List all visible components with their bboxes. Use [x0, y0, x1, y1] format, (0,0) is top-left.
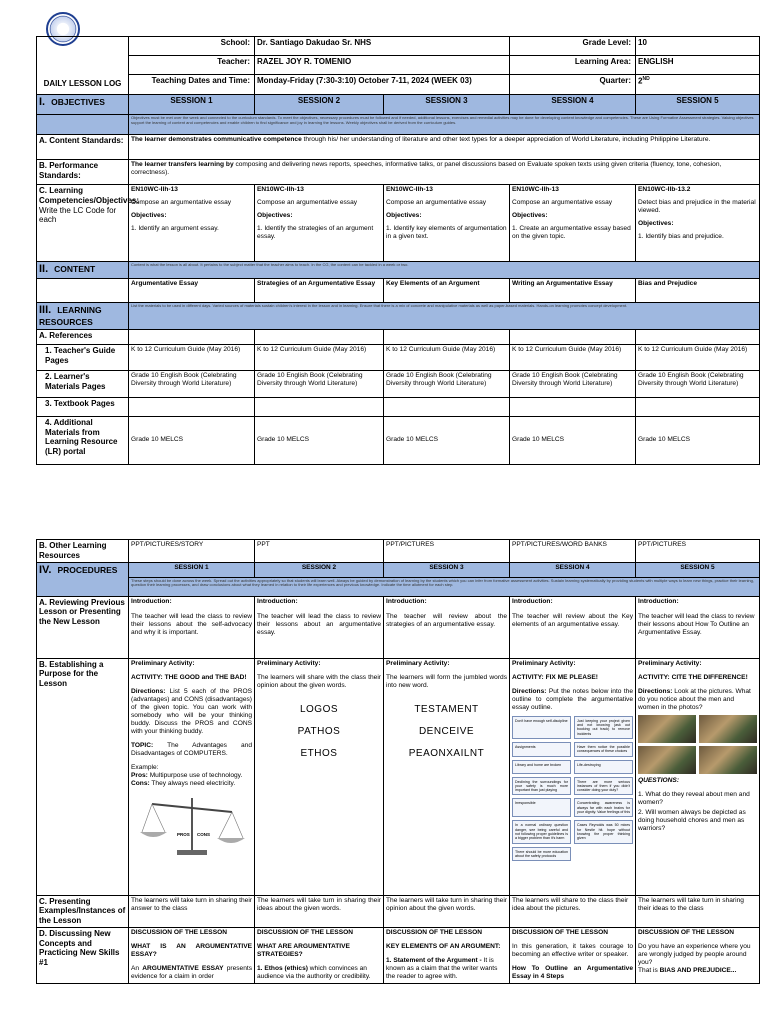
- competency-session-3: EN10WC-IIh-13 Compose an argumentative essay Objectives: 1. Identify key elements of argumentation in a given text.: [384, 185, 510, 262]
- other-resources-s3: PPT/PICTURES: [384, 540, 510, 563]
- learners-materials-s3: Grade 10 English Book (Celebrating Diversity through World Literature): [384, 370, 510, 397]
- competency-session-1: EN10WC-IIh-13 Compose an argumentative essay Objectives: 1. Identify an argument essay.: [129, 185, 255, 262]
- word-logos: LOGOS: [299, 703, 339, 715]
- teachers-guide-s5: K to 12 Curriculum Guide (May 2016): [636, 344, 760, 370]
- learning-resources-heading: III. LEARNING RESOURCES: [37, 303, 129, 330]
- competency-session-2: EN10WC-IIh-13 Compose an argumentative essay Objectives: 1. Identify the strategies of an argument essay.: [255, 185, 384, 262]
- objectives-heading: I. OBJECTIVES: [37, 95, 129, 115]
- content-standards-label: A. Content Standards:: [37, 135, 129, 160]
- session-5-header: SESSION 5: [636, 95, 760, 115]
- content-topic-4: Writing an Argumentative Essay: [510, 279, 636, 303]
- purpose-s3: Preliminary Activity: The learners will form the jumbled words into new word. TESTAMENT DENCEIVE PEAONXAILNT: [384, 658, 510, 895]
- content-topic-5: Bias and Prejudice: [636, 279, 760, 303]
- examples-s3: The learners will take turn in sharing their opinion about the given words.: [384, 895, 510, 927]
- other-resources-label: B. Other Learning Resources: [37, 540, 129, 563]
- session-1-header-p2: SESSION 1: [129, 562, 255, 577]
- presenting-examples-label: C. Presenting Examples/Instances of the Lesson: [37, 895, 129, 927]
- session-3-header: SESSION 3: [384, 95, 510, 115]
- discussion-s1: DISCUSSION OF THE LESSON WHAT IS AN ARGUMENTATIVE ESSAY? An ARGUMENTATIVE ESSAY presents evidence for a claim in order: [129, 927, 255, 983]
- scale-cons-label: CONS: [196, 831, 210, 837]
- additional-materials-s5: Grade 10 MELCS: [636, 416, 760, 464]
- word-peaonxailnt: PEAONXAILNT: [408, 747, 485, 759]
- session-3-header-p2: SESSION 3: [384, 562, 510, 577]
- references-label: A. References: [37, 329, 129, 344]
- performance-standards-text: The learner transfers learning by composing and delivering news reports, speeches, informative talks, or panel discussions based on Evaluate spoken texts using given criteria (fluency, tone, cohesion, correctness).: [129, 160, 760, 185]
- essay-outline-image: Don't have enough self-discipline Just keeping your project given and not knowing (ask out booking out track) to remove incidents Assignments Have them notice the possible consequences of these choices Library and home are broken Life-destroying Declining the surroundings for your safety is much more important than just playing There are more serious instances of them if you didn't consider doing your duty? Irresponsible Concentrating awareness is always far with each brains for your dignity. Value feelings of this In a normal ordinary question danger, see being careful and not following proper guidelines is a bigger problem than it's harm Cases Reynolds was 50 mixes for Nestle hit. hope without knowing the proper thinking given There should be more education about the safety protocols: [512, 716, 633, 862]
- word-ethos: ETHOS: [300, 747, 338, 759]
- objectives-note: Objectives must be met over the week and connected to the curriculum standards. To meet the objectives, necessary procedures must be followed and if needed, additional lessons, exercises and remedial activities may be done for developing content knowledge and competencies. These are Using Formative Assessment strategies. Valuing objectives support the learning of content and competencies and enable children to find significance and joy in learning the lessons. Weekly objectives shall be derived from the curriculum guides.: [129, 115, 760, 135]
- review-s4: Introduction: The teacher will review about the Key elements of an argumentative essay.: [510, 596, 636, 658]
- examples-s2: The learners will take turn in sharing their ideas about the given words.: [255, 895, 384, 927]
- learners-materials-s2: Grade 10 English Book (Celebrating Diversity through World Literature): [255, 370, 384, 397]
- discussion-s3: DISCUSSION OF THE LESSON KEY ELEMENTS OF AN ARGUMENT: 1. Statement of the Argument - It is known as a claim that the writer wants the reader to agree with.: [384, 927, 510, 983]
- discussion-s5: DISCUSSION OF THE LESSON Do you have an experience where you are wrongly judged by people around you? That is BIAS AND PREJUDICE...: [636, 927, 760, 983]
- teachers-guide-s4: K to 12 Curriculum Guide (May 2016): [510, 344, 636, 370]
- session-1-header: SESSION 1: [129, 95, 255, 115]
- learners-materials-s5: Grade 10 English Book (Celebrating Diversity through World Literature): [636, 370, 760, 397]
- content-standards-text: The learner demonstrates communicative competence through his/ her understanding of literature and other text types for a deeper appreciation of World Literature, including Philippine Literature.: [129, 135, 760, 160]
- content-heading: II. CONTENT: [37, 262, 129, 279]
- other-resources-s2: PPT: [255, 540, 384, 563]
- learning-resources-note: List the materials to be used in different days. Varied sources of materials sustain children's interest in the lesson and in learning. Ensure that there is a mix of concrete and manipulative materials as well as paper-based materials. Hands-on learning promotes concept development.: [129, 303, 760, 330]
- purpose-s1: Preliminary Activity: ACTIVITY: THE GOOD and THE BAD! Directions: List 5 each of the PROS (advantages) and CONS (disadvantages) of the given topic. You can work with somebody who will be your thinking buddy. Discuss the PROS and CONS with your thinking buddy. TOPIC: The Advantages and Disadvantages of COMPUTERS. Example: Pros: Multipurpose use of technology. Cons: They always need electricity. PROS CONS: [129, 658, 255, 895]
- other-resources-s4: PPT/PICTURES/WORD BANKS: [510, 540, 636, 563]
- teacher-value: RAZEL JOY R. TOMENIO: [255, 56, 510, 75]
- teachers-guide-s2: K to 12 Curriculum Guide (May 2016): [255, 344, 384, 370]
- other-resources-s1: PPT/PICTURES/STORY: [129, 540, 255, 563]
- quarter-value: 2ND: [636, 75, 760, 95]
- session-4-header: SESSION 4: [510, 95, 636, 115]
- reviewing-lesson-label: A. Reviewing Previous Lesson or Presenting the New Lesson: [37, 596, 129, 658]
- procedures-note: These steps should be done across the week. Spread out the activities appropriately so that students will learn well. Always be guided by demonstration of learning by the students which you can infer from formative assessment activities. Sustain learning systematically by providing students with multiple ways to learn new things, practice their learning, question their learning processes, and draw conclusions about what they learned in relation to their life experiences and previous knowledge. Indicate the time allotment for each step.: [129, 577, 760, 596]
- word-denceive: DENCEIVE: [418, 725, 475, 737]
- daily-lesson-log-table-1: [36, 36, 760, 465]
- textbook-pages-label: 3. Textbook Pages: [37, 397, 129, 416]
- additional-materials-s4: Grade 10 MELCS: [510, 416, 636, 464]
- dates-label: Teaching Dates and Time:: [129, 75, 255, 95]
- content-topic-3: Key Elements of an Argument: [384, 279, 510, 303]
- review-s5: Introduction: The teacher will lead the class to review their lessons about How To Outline an Argumentative Essay.: [636, 596, 760, 658]
- daily-lesson-log-table-2: [36, 539, 760, 984]
- review-s1: Introduction: The teacher will lead the class to review their lessons about the self-advocacy and why it is important.: [129, 596, 255, 658]
- additional-materials-label: 4. Additional Materials from Learning Resource (LR) portal: [37, 416, 129, 464]
- other-resources-s5: PPT/PICTURES: [636, 540, 760, 563]
- learners-materials-s1: Grade 10 English Book (Celebrating Diversity through World Literature): [129, 370, 255, 397]
- word-pathos: PATHOS: [297, 725, 341, 737]
- purpose-s4: Preliminary Activity: ACTIVITY: FIX ME PLEASE! Directions: Put the notes below into the outline to complete the argumentative essay outline. Don't have enough self-discipline Just keeping your project given and not knowing (ask out booking out track) to remove incidents Assignments Have them notice the possible consequences of these choices Library and home are broken Life-destroying Declining the surroundings for your safety is much more important than just playing There are more serious instances of them if you didn't consider doing your duty? Irresponsible Concentrating awareness is always far with each brains for your dignity. Value feelings of this In a normal ordinary question danger, see being careful and not following proper guidelines is a bigger problem than it's harm Cases Reynolds was 50 mixes for Nestle hit. hope without knowing the proper thinking given There should be more education about the safety protocols: [510, 658, 636, 895]
- dates-value: Monday-Friday (7:30-3:10) October 7-11, 2024 (WEEK 03): [255, 75, 510, 95]
- discussion-s2: DISCUSSION OF THE LESSON WHAT ARE ARGUMENTATIVE STRATEGIES? 1. Ethos (ethics) which convinces an audience via the authority or credibility.: [255, 927, 384, 983]
- additional-materials-s1: Grade 10 MELCS: [129, 416, 255, 464]
- session-2-header: SESSION 2: [255, 95, 384, 115]
- content-note: Content is what the lesson is all about. It pertains to the subject matter that the teacher aims to teach. In the CG, the content can be tackled in a week or two.: [129, 262, 760, 279]
- purpose-s2: Preliminary Activity: The learners will share with the class their opinion about the given words. LOGOS PATHOS ETHOS: [255, 658, 384, 895]
- word-testament: TESTAMENT: [414, 703, 479, 715]
- gender-roles-photos: [638, 715, 757, 774]
- learning-competencies-label: C. Learning Competencies/Objectives: Write the LC Code for each: [37, 185, 129, 262]
- teachers-guide-s1: K to 12 Curriculum Guide (May 2016): [129, 344, 255, 370]
- content-topic-2: Strategies of an Argumentative Essay: [255, 279, 384, 303]
- teachers-guide-s3: K to 12 Curriculum Guide (May 2016): [384, 344, 510, 370]
- examples-s1: The learners will take turn in sharing their answer to the class: [129, 895, 255, 927]
- examples-s5: The learners will take turn in sharing their ideas to the class: [636, 895, 760, 927]
- session-2-header-p2: SESSION 2: [255, 562, 384, 577]
- purpose-s5: Preliminary Activity: ACTIVITY: CITE THE DIFFERENCE! Directions: Look at the pictures. What do you notice about the men and women in the photos? QUESTIONS: 1. What do they reveal about men and women? 2. Will women always be depicted as doing household chores and men as warriors?: [636, 658, 760, 895]
- learning-area-value: ENGLISH: [636, 56, 760, 75]
- competency-session-4: EN10WC-IIh-13 Compose an argumentative essay Objectives: 1. Create an argumentative essay based on the given topic.: [510, 185, 636, 262]
- teachers-guide-label: 1. Teacher's Guide Pages: [37, 344, 129, 370]
- establishing-purpose-label: B. Establishing a Purpose for the Lesson: [37, 658, 129, 895]
- grade-value: 10: [636, 37, 760, 56]
- learners-materials-s4: Grade 10 English Book (Celebrating Diversity through World Literature): [510, 370, 636, 397]
- school-value: Dr. Santiago Dakudao Sr. NHS: [255, 37, 510, 56]
- session-5-header-p2: SESSION 5: [636, 562, 760, 577]
- additional-materials-s3: Grade 10 MELCS: [384, 416, 510, 464]
- review-s2: Introduction: The teacher will lead the class to review their lessons about an argumentative essay.: [255, 596, 384, 658]
- examples-s4: The learners will share to the class their idea about the pictures.: [510, 895, 636, 927]
- learners-materials-label: 2. Learner's Materials Pages: [37, 370, 129, 397]
- school-label: School:: [129, 37, 255, 56]
- content-topic-1: Argumentative Essay: [129, 279, 255, 303]
- page-title: DAILY LESSON LOG: [37, 37, 129, 95]
- teacher-label: Teacher:: [129, 56, 255, 75]
- quarter-label: Quarter:: [510, 75, 636, 95]
- procedures-heading: IV. PROCEDURES: [37, 562, 129, 596]
- competency-session-5: EN10WC-IIb-13.2 Detect bias and prejudice in the material viewed. Objectives: 1. Identify bias and prejudice.: [636, 185, 760, 262]
- additional-materials-s2: Grade 10 MELCS: [255, 416, 384, 464]
- performance-standards-label: B. Performance Standards:: [37, 160, 129, 185]
- discussing-concepts-label: D. Discussing New Concepts and Practicing New Skills #1: [37, 927, 129, 983]
- review-s3: Introduction: The teacher will review about the strategies of an argumentative essay.: [384, 596, 510, 658]
- balance-scale-image: [137, 792, 247, 858]
- grade-label: Grade Level:: [510, 37, 636, 56]
- learning-area-label: Learning Area:: [510, 56, 636, 75]
- scale-pros-label: PROS: [176, 831, 190, 837]
- session-4-header-p2: SESSION 4: [510, 562, 636, 577]
- discussion-s4: DISCUSSION OF THE LESSON In this generation, it takes courage to becoming an effective writer or speaker. How To Outline an Argumentative Essay in 4 Steps: [510, 927, 636, 983]
